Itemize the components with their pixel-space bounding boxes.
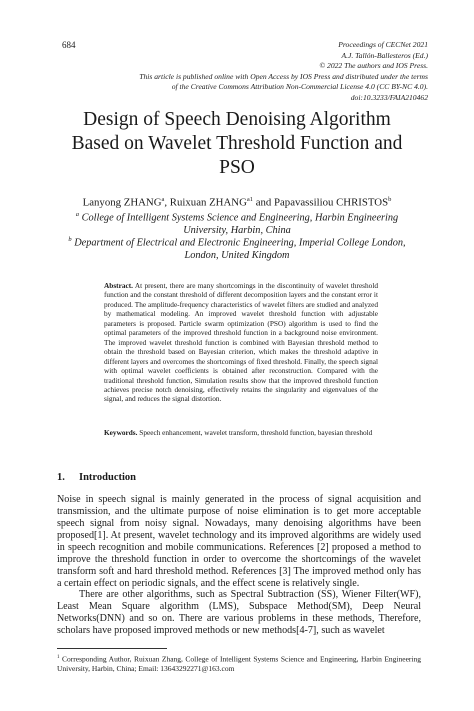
author-name: , Ruixuan ZHANG (164, 196, 247, 209)
title-line: Design of Speech Denoising Algorithm (83, 109, 391, 130)
body-paragraph: There are other algorithms, such as Spectral Subtraction (SS), Wiener Filter(WF), Least Mean Square algorithm (LMS), Subspace Method(SM), Deep Neural Networks(DNN) and so on. There are various problems in these methods, Therefore, scholars have proposed improved methods or new methods[4-7], such as wavelet (57, 589, 421, 636)
author-affil-mark: a1 (246, 196, 254, 203)
footnote-divider (57, 648, 167, 649)
author-name: Lanyong ZHANG (82, 196, 162, 209)
keywords-label: Keywords. (104, 428, 138, 437)
header-line: This article is published online with Open Access by IOS Press and distributed under the terms (139, 71, 428, 81)
header-doi: doi:10.3233/FAIA210462 (350, 92, 428, 102)
abstract-label: Abstract. (104, 281, 133, 290)
header-line: Proceedings of CECNet 2021 (338, 40, 428, 49)
header-line: A.J. Tallón-Ballesteros (Ed.) (341, 50, 428, 60)
author-affil-mark: b (388, 196, 392, 203)
header-line: © 2022 The authors and IOS Press. (319, 61, 428, 70)
footnote (57, 653, 421, 674)
page-number: 684 (62, 40, 76, 50)
paper-title (40, 108, 434, 180)
section-title: Introduction (79, 472, 136, 483)
affil-text: University, Harbin, China (183, 225, 291, 237)
abstract-text: At present, there are many shortcomings in the discontinuity of wavelet threshold function and the constant threshold of different decomposition layers and the constant error it produced. The amplitude-frequency characteristics of wavelet filters are studied and analyzed by mathematical modeling. An improved wavelet threshold function with adjustable parameters is proposed. Particle swarm optimization (PSO) algorithm is used to find the optimal parameters of the improved threshold function in a background noise environment. The improved wavelet threshold function is combined with Bayesian threshold method to obtain the threshold based on Bayesian criterion, which makes the threshold adaptive in different layers and overcomes the shortcomings of fixed threshold. Finally, the speech signal with optimal wavelet coefficients is obtained after reconstruction. Compared with the traditional threshold function, Simulation results show that the improved threshold function achieves precise notch denoising, effectively retains the singularity and eigenvalues of the signal, and reduces the signal distortion. (104, 281, 378, 404)
keywords-text: Speech enhancement, wavelet transform, threshold function, bayesian threshold (137, 428, 373, 437)
keywords (104, 428, 378, 437)
affil-mark: a (75, 211, 80, 218)
title-line: Based on Wavelet Threshold Function and (71, 133, 403, 154)
author-name: and Papavassiliou CHRISTOS (253, 196, 389, 209)
affil-text: London, United Kingdom (184, 250, 290, 262)
footnote-text: Corresponding Author, Ruixuan Zhang, College of Intelligent Systems Science and Engineering, Harbin Engineering University, Harbin, China; Email: 13643292271@163.com (57, 654, 421, 674)
publication-header (68, 40, 428, 103)
title-line: PSO (219, 157, 255, 178)
section-number: 1. (57, 472, 65, 483)
affiliation-b (56, 233, 418, 262)
author-affil-mark: a (161, 196, 165, 203)
section-heading (57, 472, 136, 483)
affil-text: College of Intelligent Systems Science and Engineering, Harbin Engineering (79, 212, 399, 224)
affil-text: Department of Electrical and Electronic Engineering, Imperial College London, (71, 237, 406, 249)
header-line: of the Creative Commons Attribution Non-Commercial License 4.0 (CC BY-NC 4.0). (171, 82, 428, 91)
body-paragraph: Noise in speech signal is mainly generated in the process of signal acquisition and transmission, and the ultimate purpose of noise elimination is to get more acceptable speech signal from noisy signal. Nowadays, many denoising algorithms have been proposed[1]. At present, wavelet technology and its improved algorithms are widely used in speech recognition and mobile communications. References [2] proposed a method to improve the threshold function in order to overcome the shortcomings of the wavelet transform soft and hard threshold method. References [3] The improved method only has a certain effect on periodic signals, and the effect scene is relatively single. (57, 494, 421, 589)
abstract (104, 281, 378, 404)
footnote-mark: 1 (57, 655, 60, 660)
affil-mark: b (68, 236, 72, 243)
